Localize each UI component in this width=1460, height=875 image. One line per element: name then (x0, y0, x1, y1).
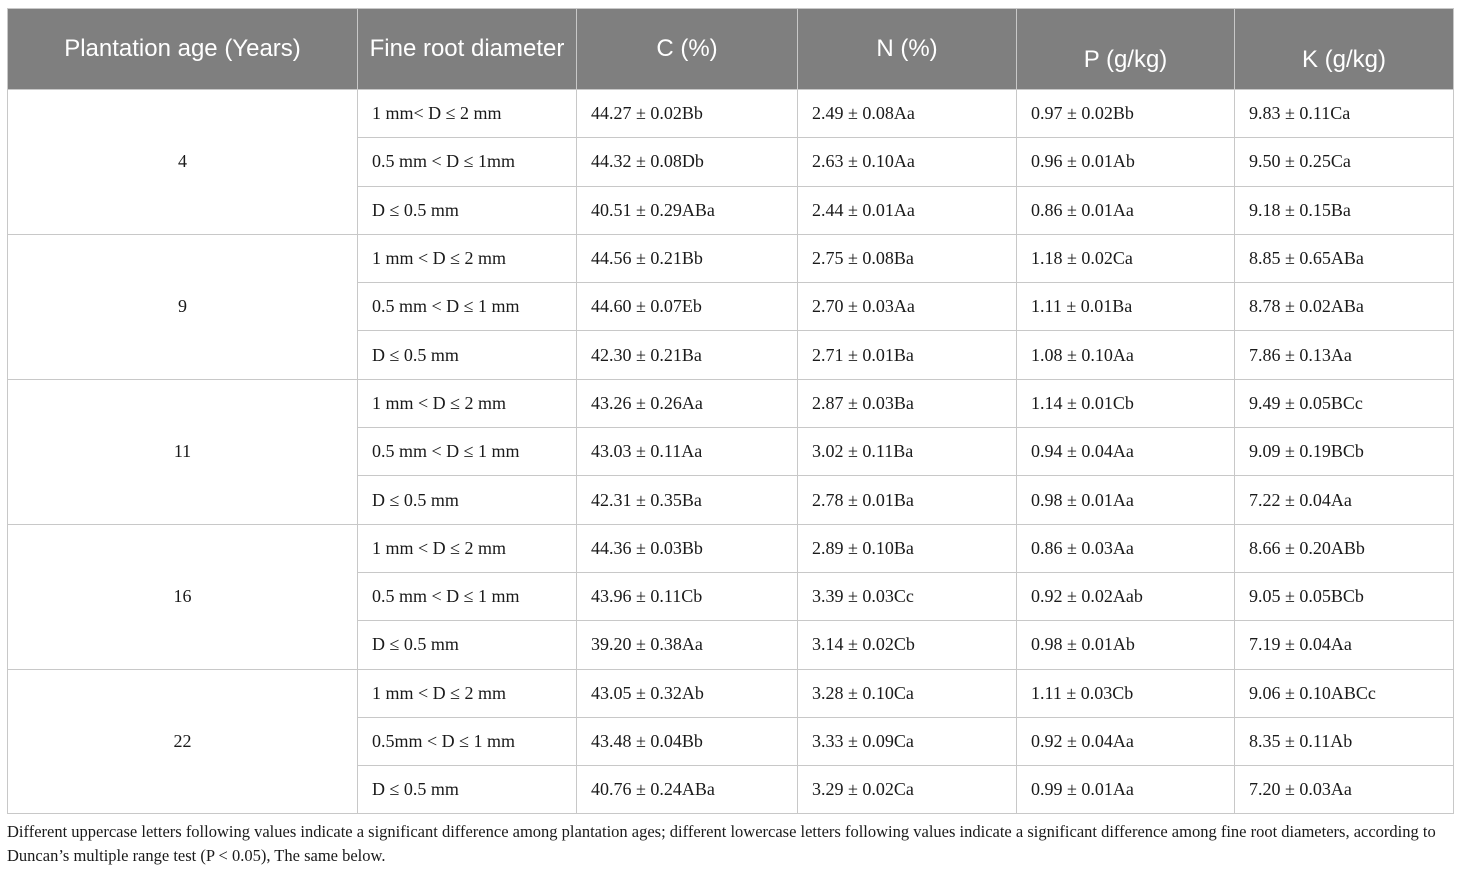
n-cell: 3.28 ± 0.10Ca (798, 669, 1017, 717)
data-table-container (7, 8, 1453, 814)
diameter-cell: 0.5 mm < D ≤ 1 mm (358, 572, 577, 620)
p-cell: 0.99 ± 0.01Aa (1017, 766, 1235, 814)
diameter-cell: D ≤ 0.5 mm (358, 476, 577, 524)
p-cell: 0.97 ± 0.02Bb (1017, 90, 1235, 138)
diameter-cell: 0.5 mm < D ≤ 1 mm (358, 283, 577, 331)
n-cell: 3.39 ± 0.03Cc (798, 572, 1017, 620)
plantation-age-cell: 22 (8, 669, 358, 814)
header-plantation-age: Plantation age (Years) (8, 9, 358, 90)
c-cell: 40.51 ± 0.29ABa (577, 186, 798, 234)
n-cell: 2.49 ± 0.08Aa (798, 90, 1017, 138)
header-k: K (g/kg) (1235, 9, 1454, 90)
c-cell: 43.48 ± 0.04Bb (577, 717, 798, 765)
diameter-cell: 0.5mm < D ≤ 1 mm (358, 717, 577, 765)
table-body (8, 90, 1454, 814)
diameter-cell: 1 mm < D ≤ 2 mm (358, 234, 577, 282)
p-cell: 0.98 ± 0.01Aa (1017, 476, 1235, 524)
c-cell: 44.56 ± 0.21Bb (577, 234, 798, 282)
k-cell: 7.19 ± 0.04Aa (1235, 621, 1454, 669)
c-cell: 43.96 ± 0.11Cb (577, 572, 798, 620)
n-cell: 3.02 ± 0.11Ba (798, 428, 1017, 476)
diameter-cell: D ≤ 0.5 mm (358, 186, 577, 234)
n-cell: 2.78 ± 0.01Ba (798, 476, 1017, 524)
c-cell: 44.60 ± 0.07Eb (577, 283, 798, 331)
header-p: P (g/kg) (1017, 9, 1235, 90)
table-row (8, 669, 1454, 717)
table-row (8, 379, 1454, 427)
diameter-cell: 1 mm < D ≤ 2 mm (358, 524, 577, 572)
diameter-cell: D ≤ 0.5 mm (358, 621, 577, 669)
table-header (8, 9, 1454, 90)
p-cell: 1.11 ± 0.01Ba (1017, 283, 1235, 331)
header-c: C (%) (577, 9, 798, 90)
c-cell: 43.05 ± 0.32Ab (577, 669, 798, 717)
c-cell: 40.76 ± 0.24ABa (577, 766, 798, 814)
diameter-cell: 0.5 mm < D ≤ 1 mm (358, 428, 577, 476)
k-cell: 9.18 ± 0.15Ba (1235, 186, 1454, 234)
c-cell: 42.31 ± 0.35Ba (577, 476, 798, 524)
table-row (8, 524, 1454, 572)
p-cell: 0.92 ± 0.02Aab (1017, 572, 1235, 620)
diameter-cell: 0.5 mm < D ≤ 1mm (358, 138, 577, 186)
p-cell: 0.92 ± 0.04Aa (1017, 717, 1235, 765)
n-cell: 2.87 ± 0.03Ba (798, 379, 1017, 427)
c-cell: 39.20 ± 0.38Aa (577, 621, 798, 669)
n-cell: 3.29 ± 0.02Ca (798, 766, 1017, 814)
k-cell: 8.66 ± 0.20ABb (1235, 524, 1454, 572)
n-cell: 2.89 ± 0.10Ba (798, 524, 1017, 572)
p-cell: 1.14 ± 0.01Cb (1017, 379, 1235, 427)
c-cell: 43.03 ± 0.11Aa (577, 428, 798, 476)
n-cell: 3.33 ± 0.09Ca (798, 717, 1017, 765)
plantation-age-cell: 16 (8, 524, 358, 669)
k-cell: 9.83 ± 0.11Ca (1235, 90, 1454, 138)
p-cell: 0.96 ± 0.01Ab (1017, 138, 1235, 186)
k-cell: 8.35 ± 0.11Ab (1235, 717, 1454, 765)
p-cell: 1.11 ± 0.03Cb (1017, 669, 1235, 717)
p-cell: 1.18 ± 0.02Ca (1017, 234, 1235, 282)
header-fine-root-diameter: Fine root diameter (358, 9, 577, 90)
c-cell: 44.27 ± 0.02Bb (577, 90, 798, 138)
p-cell: 0.86 ± 0.03Aa (1017, 524, 1235, 572)
c-cell: 43.26 ± 0.26Aa (577, 379, 798, 427)
n-cell: 2.70 ± 0.03Aa (798, 283, 1017, 331)
diameter-cell: 1 mm < D ≤ 2 mm (358, 379, 577, 427)
n-cell: 2.75 ± 0.08Ba (798, 234, 1017, 282)
diameter-cell: D ≤ 0.5 mm (358, 331, 577, 379)
p-cell: 0.86 ± 0.01Aa (1017, 186, 1235, 234)
k-cell: 9.09 ± 0.19BCb (1235, 428, 1454, 476)
table-row (8, 234, 1454, 282)
k-cell: 9.06 ± 0.10ABCc (1235, 669, 1454, 717)
p-cell: 1.08 ± 0.10Aa (1017, 331, 1235, 379)
header-row (8, 9, 1454, 90)
k-cell: 9.50 ± 0.25Ca (1235, 138, 1454, 186)
c-cell: 42.30 ± 0.21Ba (577, 331, 798, 379)
diameter-cell: 1 mm< D ≤ 2 mm (358, 90, 577, 138)
k-cell: 7.22 ± 0.04Aa (1235, 476, 1454, 524)
n-cell: 3.14 ± 0.02Cb (798, 621, 1017, 669)
c-cell: 44.32 ± 0.08Db (577, 138, 798, 186)
header-n: N (%) (798, 9, 1017, 90)
n-cell: 2.63 ± 0.10Aa (798, 138, 1017, 186)
plantation-age-cell: 11 (8, 379, 358, 524)
k-cell: 9.49 ± 0.05BCc (1235, 379, 1454, 427)
diameter-cell: 1 mm < D ≤ 2 mm (358, 669, 577, 717)
nutrient-table (7, 8, 1454, 814)
k-cell: 7.86 ± 0.13Aa (1235, 331, 1454, 379)
k-cell: 9.05 ± 0.05BCb (1235, 572, 1454, 620)
plantation-age-cell: 9 (8, 234, 358, 379)
table-footnote: Different uppercase letters following values indicate a significant difference among plantation ages; different lowercase letters following values indicate a significant difference among fine root diameters, according to Duncan’s multiple range test (P < 0.05), The same below. (7, 822, 1436, 865)
c-cell: 44.36 ± 0.03Bb (577, 524, 798, 572)
diameter-cell: D ≤ 0.5 mm (358, 766, 577, 814)
n-cell: 2.71 ± 0.01Ba (798, 331, 1017, 379)
k-cell: 8.78 ± 0.02ABa (1235, 283, 1454, 331)
n-cell: 2.44 ± 0.01Aa (798, 186, 1017, 234)
k-cell: 7.20 ± 0.03Aa (1235, 766, 1454, 814)
plantation-age-cell: 4 (8, 90, 358, 235)
k-cell: 8.85 ± 0.65ABa (1235, 234, 1454, 282)
table-row (8, 90, 1454, 138)
p-cell: 0.94 ± 0.04Aa (1017, 428, 1235, 476)
p-cell: 0.98 ± 0.01Ab (1017, 621, 1235, 669)
